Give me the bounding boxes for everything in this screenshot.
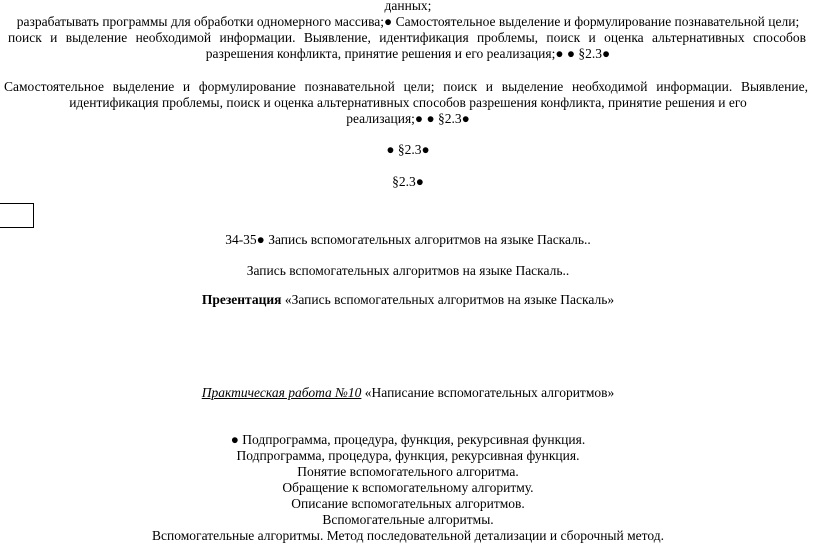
term-line-6: Вспомогательные алгоритмы. (322, 512, 494, 527)
presentation-name: «Запись вспомогательных алгоритмов на языке Паскаль» (281, 292, 615, 307)
term-line-1: ● Подпрограмма, процедура, функция, рекурсивная функция. (230, 432, 586, 447)
presentation-line (0, 292, 816, 308)
practical-work-name: «Написание вспомогательных алгоритмов» (361, 385, 615, 400)
lesson-number-title: 34-35● Запись вспомогательных алгоритмов на языке Паскаль.. (225, 232, 591, 247)
text-identification-word: Выявление, (740, 79, 808, 94)
term-line-7: Вспомогательные алгоритмы. Метод последовательной детализации и сборочный метод. (152, 528, 664, 543)
text-problem-identification: Выявление, идентификация проблемы, поиск и оценка альтернативных способов (303, 30, 806, 45)
text-line-realization: реализация;● ● §2.3● (346, 111, 470, 126)
text-line-info-search (0, 30, 816, 46)
text-line-section-ref-2: §2.3● (392, 174, 424, 189)
text-info-search: поиск и выделение необходимой информации. (8, 30, 296, 45)
table-cell-frame (0, 203, 34, 228)
practical-work-line (0, 385, 816, 401)
text-goal-setting: Самостоятельное выделение и формулирование познавательной цели; поиск и выделение необходимой информации. (4, 79, 733, 94)
term-line-2: Подпрограмма, процедура, функция, рекурсивная функция. (236, 448, 580, 463)
text-line-identification: идентификация проблемы, поиск и оценка альтернативных способов разрешения конфликта, принятие решения и его (69, 95, 747, 110)
text-line-conflict-resolution: разрешения конфликта, принятие решения и его реализация;● ● §2.3● (205, 46, 611, 61)
text-line-data: данных; (384, 0, 432, 13)
practical-work-label: Практическая работа №10 (201, 385, 362, 400)
text-line-section-ref-1: ● §2.3● (386, 142, 430, 157)
term-line-4: Обращение к вспомогательному алгоритму. (282, 480, 534, 495)
presentation-label: Презентация (201, 292, 282, 307)
text-line-goal-setting (0, 79, 816, 95)
lesson-title: Запись вспомогательных алгоритмов на языке Паскаль.. (246, 263, 570, 278)
term-line-3: Понятие вспомогательного алгоритма. (297, 464, 519, 479)
text-line-program-array: разрабатывать программы для обработки одномерного массива;● Самостоятельное выделение и формулирование познавательной цели; (16, 14, 800, 29)
term-line-5: Описание вспомогательных алгоритмов. (291, 496, 525, 511)
